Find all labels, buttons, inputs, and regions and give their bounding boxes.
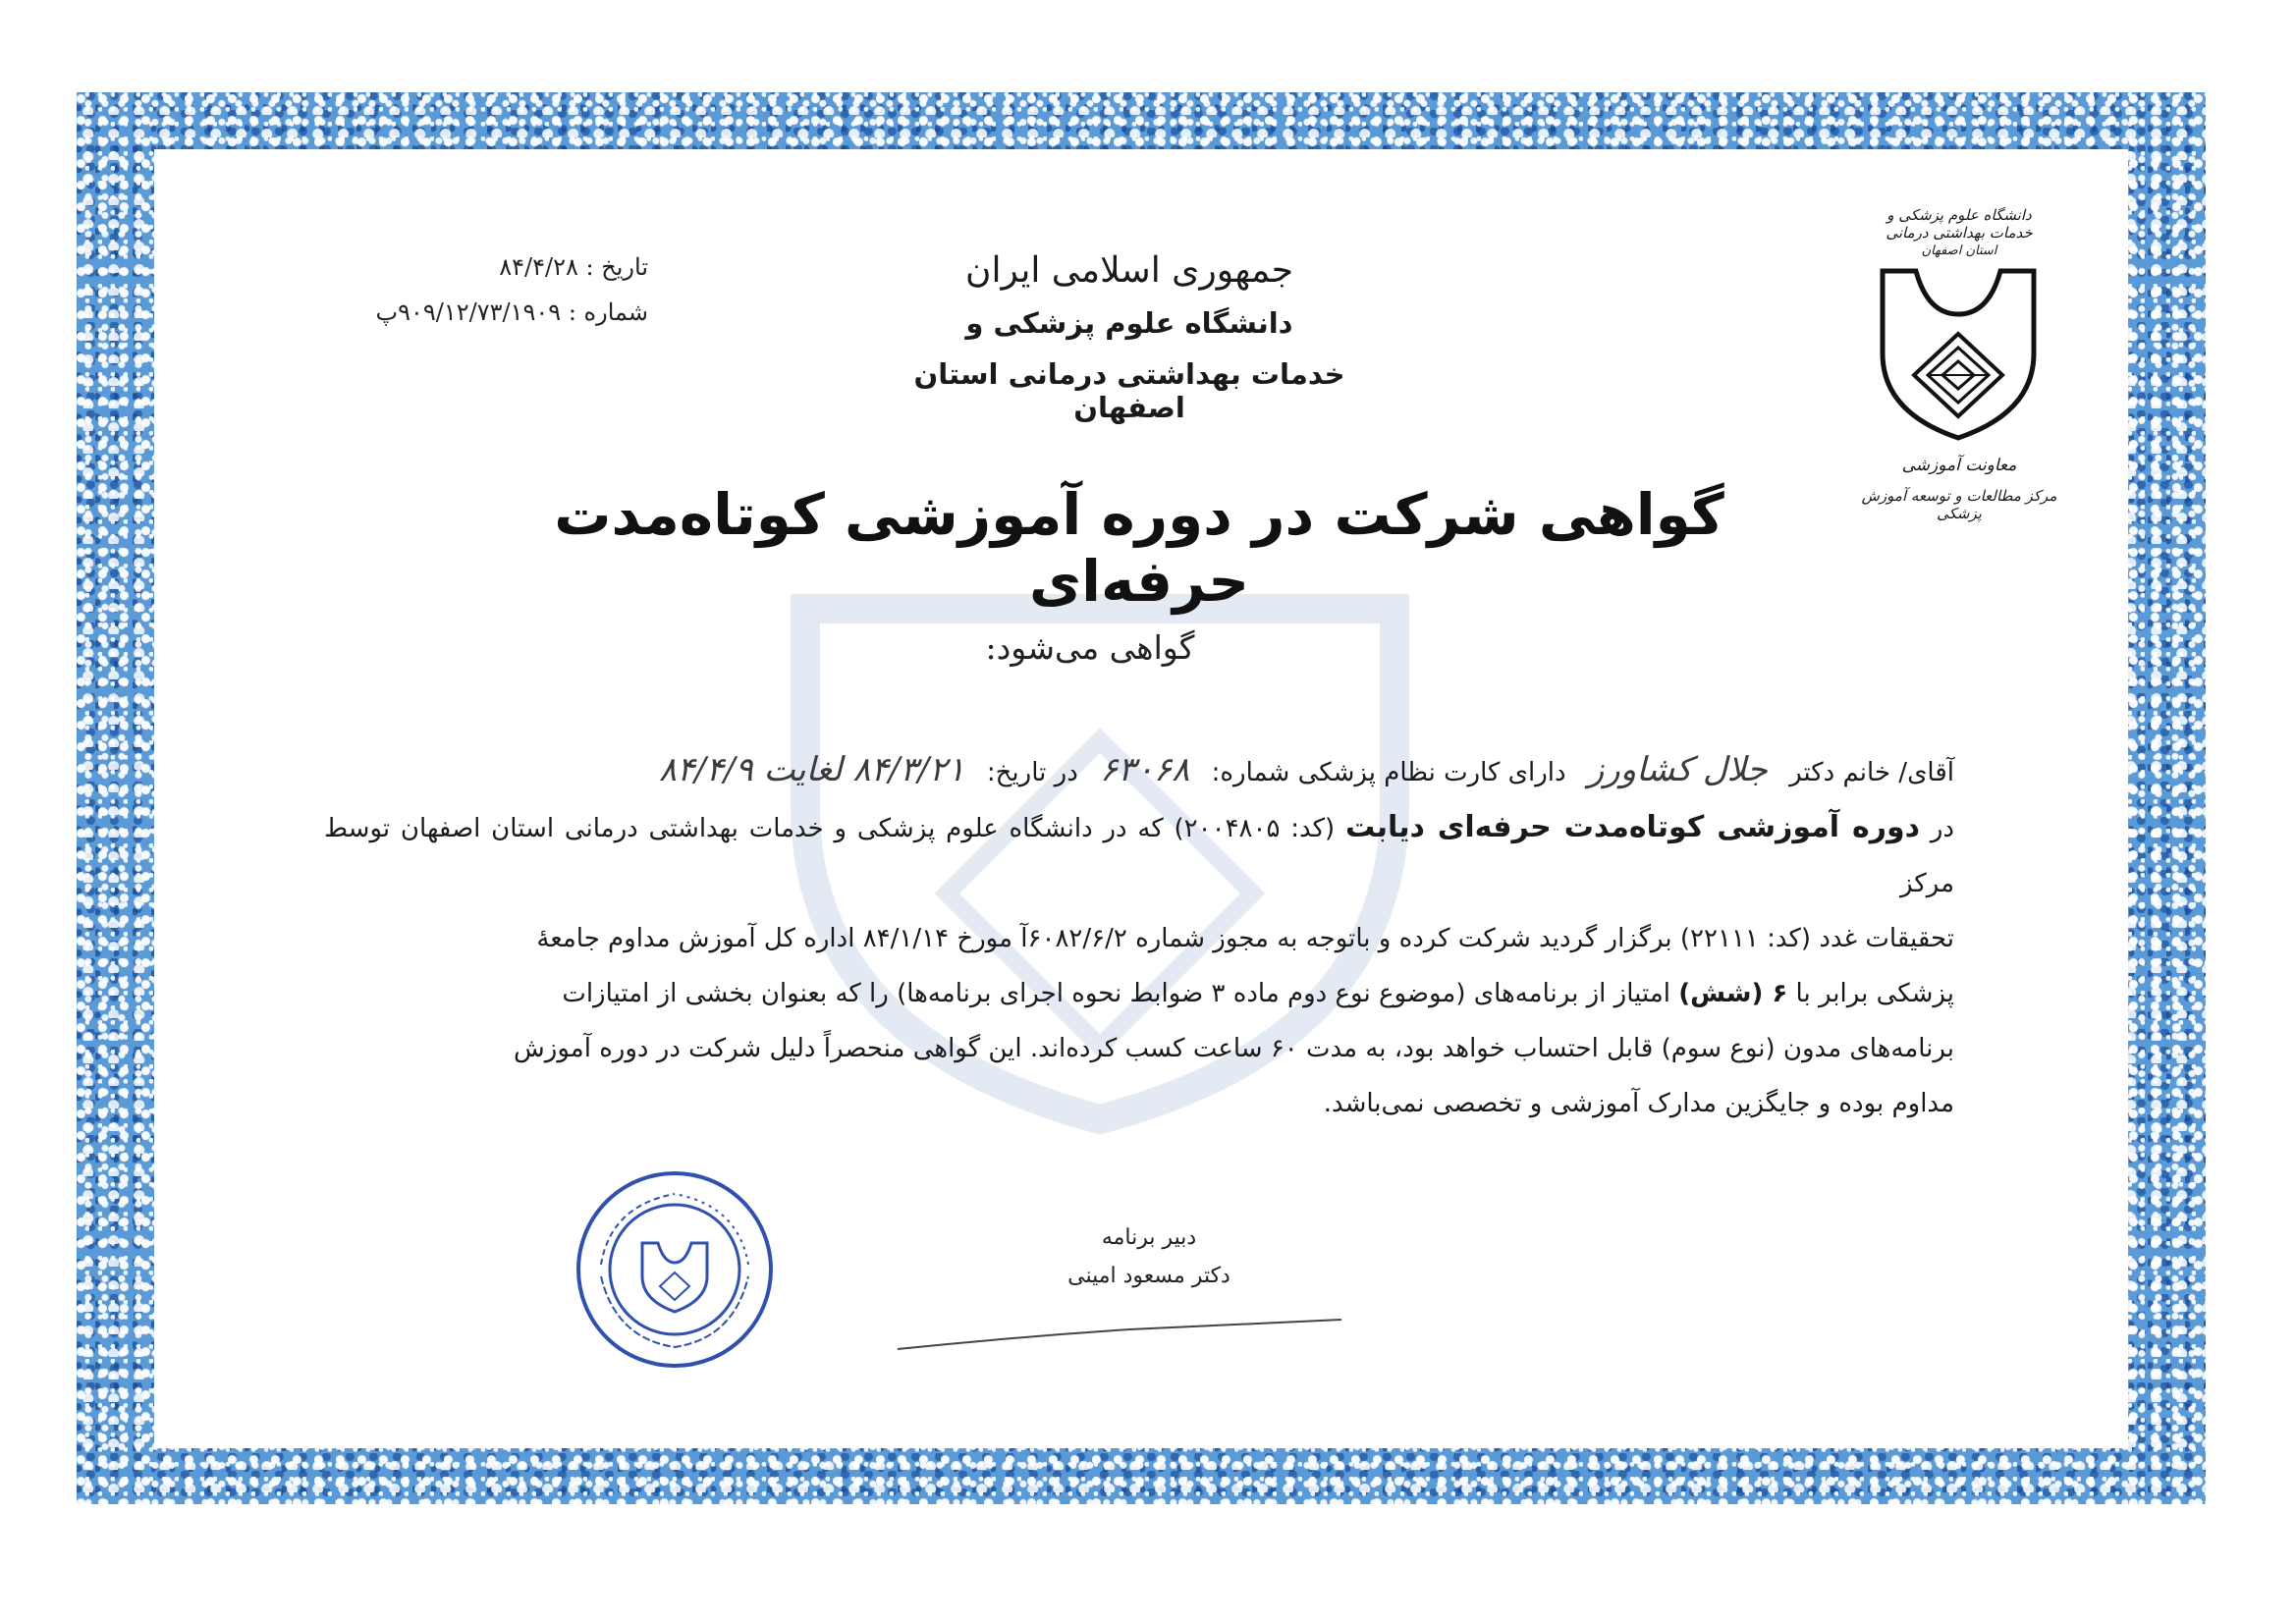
course-name: دوره آموزشی کوتاه‌مدت حرفه‌ای دیابت (1344, 810, 1921, 844)
body-line-5: برنامه‌های مدون (نوع سوم) قابل احتساب خواهد بود، به مدت ۶۰ ساعت کسب کرده‌اند. این گواهی منحصراً دلیل شرکت در دوره آموزش (514, 1034, 1954, 1063)
body-text: پزشکی برابر با (1795, 979, 1954, 1008)
signer-name: دکتر مسعود امینی (1067, 1264, 1230, 1288)
logo-university-text: دانشگاه علوم پزشکی و خدمات بهداشتی درمانی (1886, 206, 2033, 242)
date-label: تاریخ : (585, 253, 648, 281)
medical-number-handwritten: ۶۳۰۶۸ (1100, 750, 1190, 789)
date-range-label: در تاریخ: (986, 758, 1078, 787)
number-value: ۹۰۹/۱۲/۷۳/۱۹۰۹پ (375, 298, 562, 326)
university-logo (1861, 196, 2057, 550)
signature-block (1021, 1225, 1277, 1288)
body-line-2 (324, 800, 1954, 911)
recipient-name-handwritten: جلال کشاورز (1587, 750, 1768, 789)
shield-emblem-icon (1877, 265, 2040, 442)
credit-points: ۶ (شش) (1678, 979, 1788, 1008)
logo-center-text: مرکز مطالعات و توسعه آموزش پزشکی (1861, 487, 2057, 522)
body-text: (کد: ۲۰۰۴۸۰۵) که در دانشگاه علوم پزشکی و خدمات بهداشتی درمانی استان اصفهان توسط مرکز (324, 814, 1954, 898)
document-meta (334, 253, 648, 344)
official-stamp-icon (572, 1166, 778, 1373)
date-range-handwritten: ۸۴/۳/۲۱ لغایت ۸۴/۴/۹ (658, 750, 965, 789)
number-row (334, 298, 648, 326)
logo-province-text: استان اصفهان (1921, 243, 1997, 258)
certificate-body (324, 742, 1954, 1131)
certificate-title: گواهی شرکت در دوره آموزشی کوتاه‌مدت حرفه‌ای (554, 481, 1724, 615)
signature-stroke-icon (894, 1316, 1345, 1355)
university-heading: دانشگاه علوم پزشکی و (965, 306, 1293, 340)
body-line-1 (324, 742, 1954, 800)
number-label: شماره : (568, 298, 648, 326)
medical-card-label: دارای کارت نظام پزشکی شماره: (1211, 758, 1566, 787)
title-prefix: آقای/ خانم دکتر (1789, 758, 1954, 787)
body-text: در (1930, 814, 1955, 843)
signer-role: دبیر برنامه (1101, 1225, 1197, 1250)
republic-heading: جمهوری اسلامی ایران (965, 250, 1293, 291)
certifies-heading: گواهی می‌شود: (985, 628, 1195, 667)
date-value: ۸۴/۴/۲۸ (499, 253, 578, 281)
date-row (334, 253, 648, 281)
body-text: امتیاز از برنامه‌های (موضوع نوع دوم ماده ۳ ضوابط نحوه اجرای برنامه‌ها) را که بعنوان بخشی از امتیازات (562, 979, 1670, 1008)
logo-deputy-text: معاونت آموزشی (1901, 456, 2017, 475)
body-line-6: مداوم بوده و جایگزین مدارک آموزشی و تخصصی نمی‌باشد. (1323, 1089, 1954, 1118)
services-heading: خدمات بهداشتی درمانی استان اصفهان (913, 357, 1345, 424)
body-line-3: تحقیقات غدد (کد: ۲۲۱۱۱) برگزار گردید شرکت کرده و باتوجه به مجوز شماره ۶۰۸۲/۶/۲آ مورخ ۸۴/۱/۱۴ اداره کل آموزش مداوم جامعهٔ (536, 924, 1954, 953)
body-line-4 (324, 966, 1954, 1021)
issuer-header (884, 250, 1375, 424)
